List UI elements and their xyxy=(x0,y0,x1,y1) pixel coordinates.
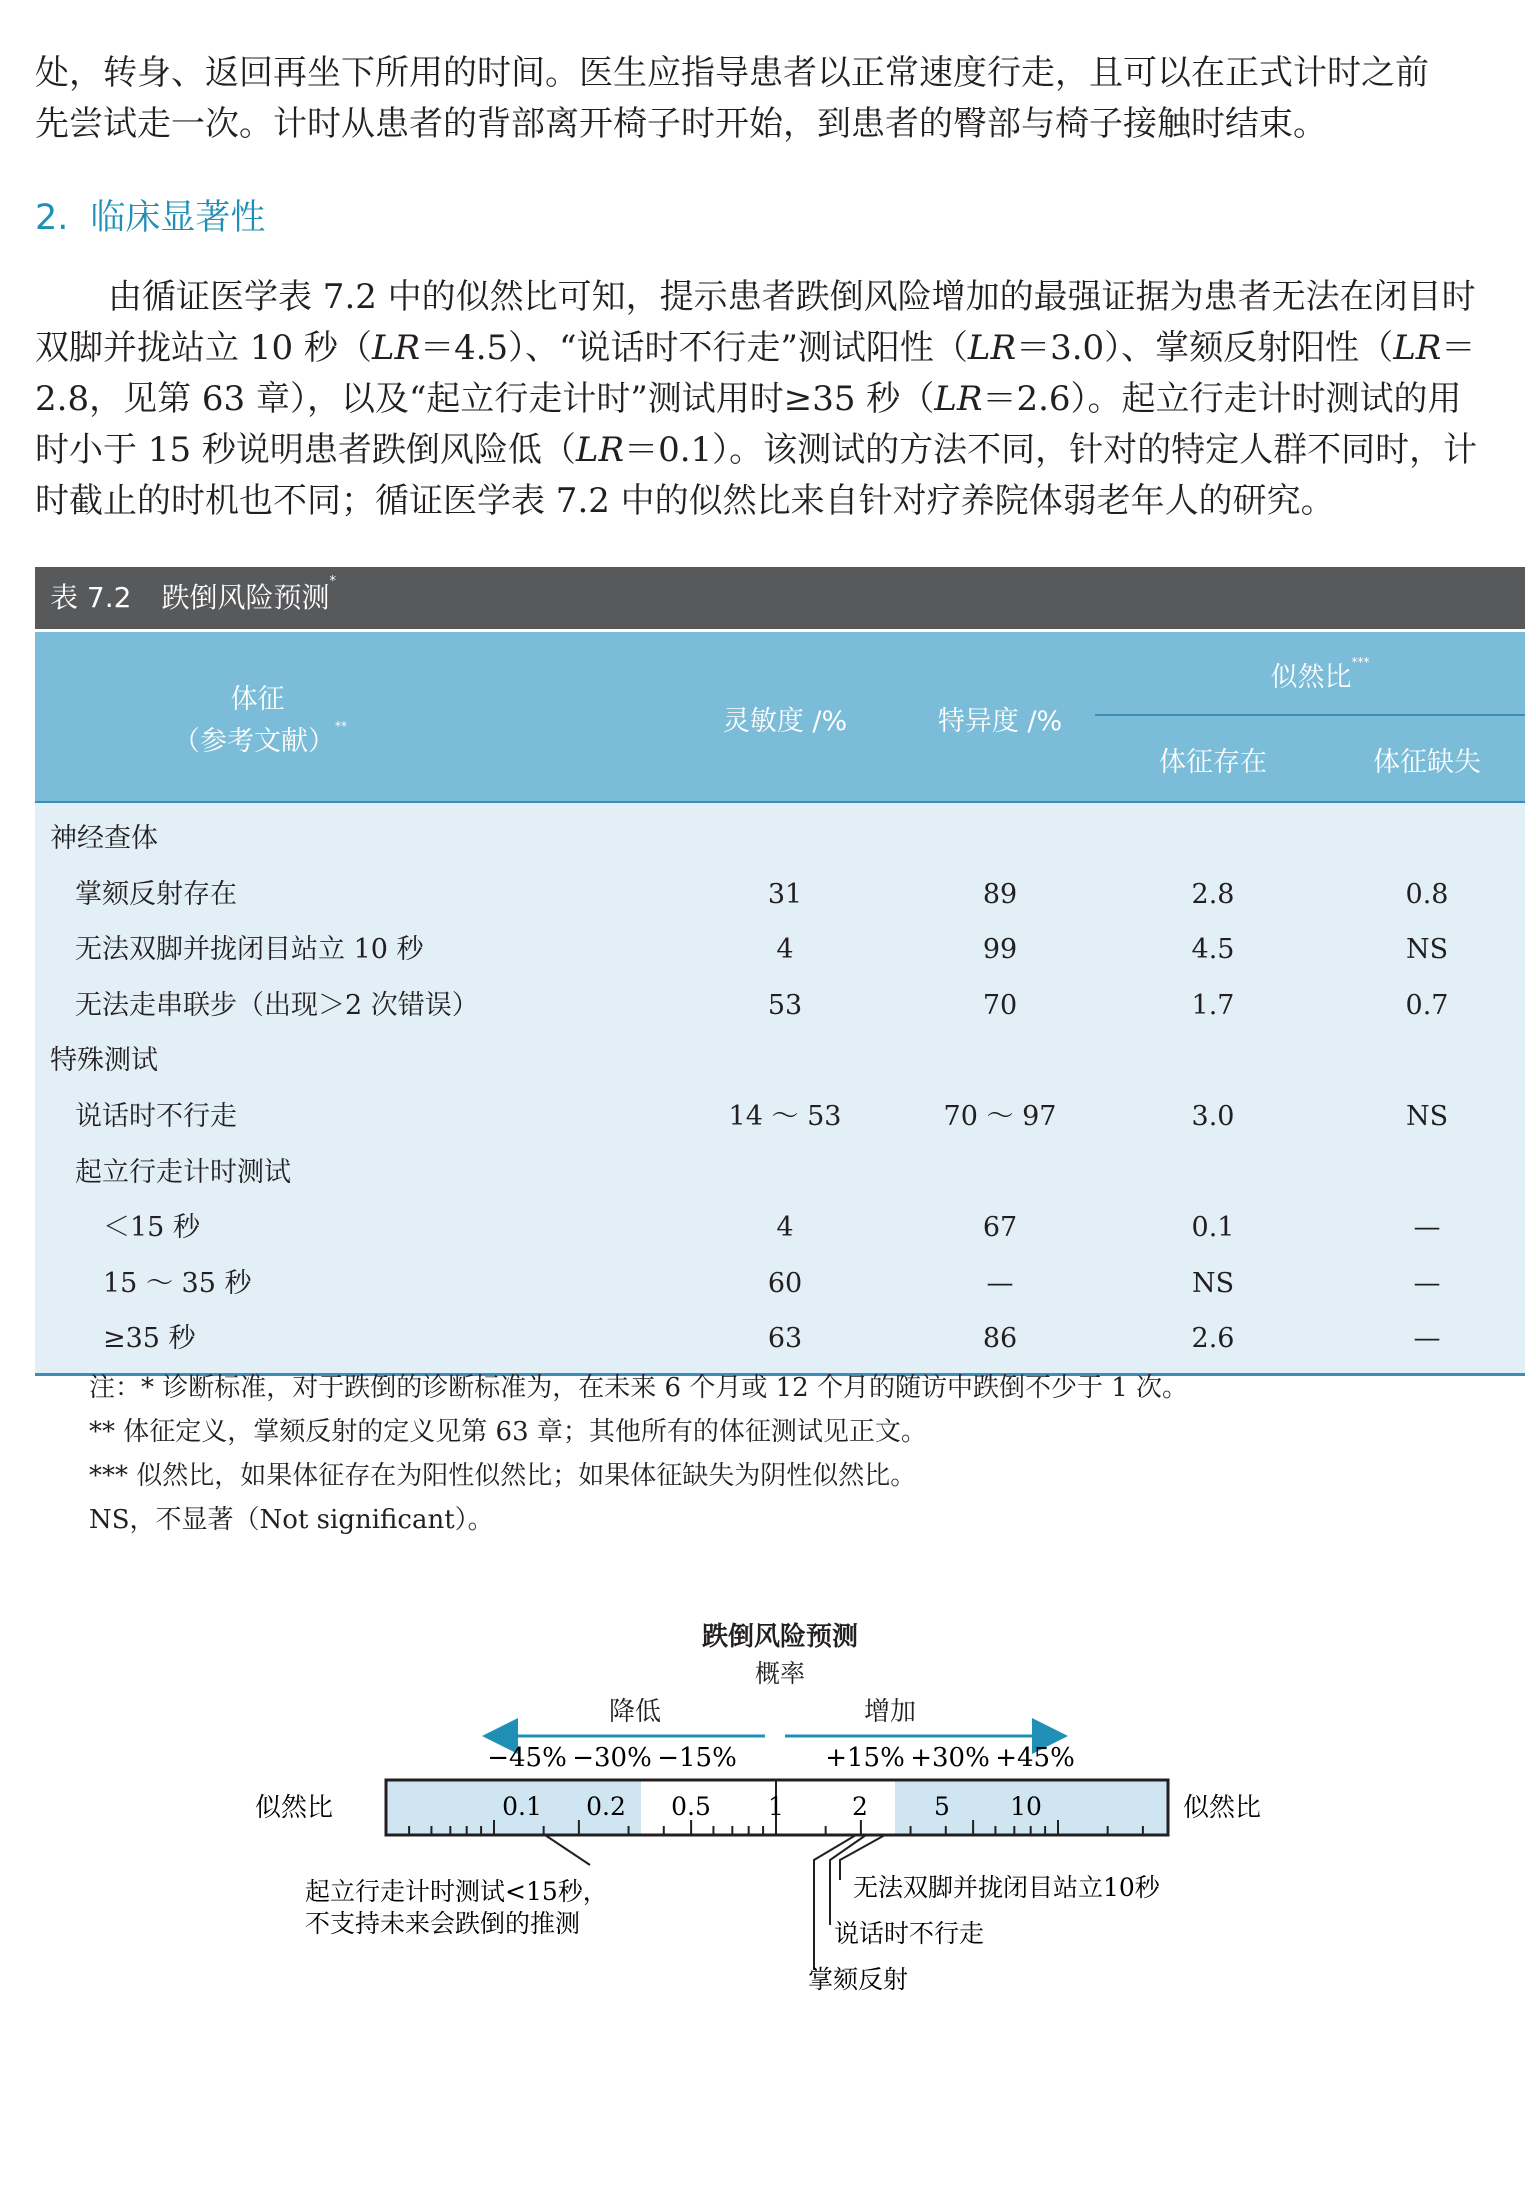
figure-subtitle: 概率 xyxy=(754,1659,806,1688)
cell-lr-present: 3.0 xyxy=(1191,1101,1235,1132)
callout-tug-lt15-2: 不支持未来会跌倒的推测 xyxy=(305,1909,581,1938)
section-title: 临床显著性 xyxy=(90,198,266,238)
table-row xyxy=(35,1256,1525,1312)
cell-sensitivity: 4 xyxy=(776,1212,794,1244)
cell-specificity: 86 xyxy=(982,1323,1018,1355)
note-line: NS，不显著（Not significant）。 xyxy=(89,1505,494,1535)
scale-tick-label: 0.2 xyxy=(586,1792,626,1821)
cell-lr-absent: — xyxy=(1413,1212,1441,1244)
table-row xyxy=(35,1089,1525,1145)
cell-sensitivity: 4 xyxy=(776,934,794,966)
pct-label: −45% xyxy=(487,1743,567,1773)
table-row xyxy=(35,922,1525,978)
section-heading xyxy=(35,193,265,243)
table-title: 跌倒风险预测 xyxy=(161,581,330,614)
table-row xyxy=(35,1145,1525,1201)
lr-scale-diagram xyxy=(0,1590,1536,2010)
likelihood-ratio-figure xyxy=(0,1590,1536,2010)
cell-finding: 起立行走计时测试 xyxy=(75,1156,291,1188)
decrease-label: 降低 xyxy=(608,1697,662,1727)
table-row xyxy=(35,978,1525,1034)
header-likelihood-ratio: 似然比*** xyxy=(1270,655,1370,693)
lr-side-label-right: 似然比 xyxy=(1183,1793,1262,1823)
callout-palmomental: 掌颏反射 xyxy=(808,1965,909,1994)
header-sensitivity: 灵敏度 /% xyxy=(722,706,848,737)
intro-paragraph xyxy=(35,48,1510,150)
cell-finding: 15 ～ 35 秒 xyxy=(103,1267,252,1299)
scale-tick-label: 5 xyxy=(934,1792,950,1821)
table-caption xyxy=(35,567,1525,632)
cell-specificity: — xyxy=(986,1267,1014,1299)
cell-specificity: 70 xyxy=(982,989,1018,1021)
table-row xyxy=(35,867,1525,923)
scale-tick-label: 2 xyxy=(852,1792,868,1821)
cell-specificity: 67 xyxy=(982,1212,1018,1244)
falls-risk-table xyxy=(35,567,1525,1376)
text-line: 处，转身、返回再坐下所用的时间。医生应指导患者以正常速度行走，且可以在正式计时之前 xyxy=(35,53,1429,93)
cell-finding: ＜15 秒 xyxy=(103,1212,200,1244)
callout-stop-walking: 说话时不行走 xyxy=(834,1919,985,1948)
footnote-mark: * xyxy=(329,574,336,589)
cell-lr-absent: — xyxy=(1413,1323,1441,1355)
cell-lr-present: 4.5 xyxy=(1191,934,1235,966)
text-line: 先尝试走一次。计时从患者的背部离开椅子时开始，到患者的臀部与椅子接触时结束。 xyxy=(35,104,1327,144)
header-reference: （参考文献）** xyxy=(173,719,347,757)
cell-lr-absent: 0.7 xyxy=(1405,989,1449,1021)
section-number: 2. xyxy=(35,198,69,238)
pct-label: −15% xyxy=(657,1743,737,1773)
table-row xyxy=(35,1311,1525,1367)
header-present: 体征存在 xyxy=(1159,747,1267,778)
cell-sensitivity: 63 xyxy=(767,1323,803,1355)
text-line: 时小于 15 秒说明患者跌倒风险低（LR＝0.1）。该测试的方法不同，针对的特定人群不同时，计 xyxy=(35,430,1478,470)
scale-tick-label: 10 xyxy=(1010,1792,1042,1821)
text-line: 时截止的时机也不同；循证医学表 7.2 中的似然比来自针对疗养院体弱老年人的研究。 xyxy=(35,481,1335,521)
cell-lr-present: 0.1 xyxy=(1191,1212,1235,1244)
pct-label: −30% xyxy=(572,1743,652,1773)
lr-side-label-left: 似然比 xyxy=(254,1793,333,1823)
text-line: 2.8，见第 63 章），以及“起立行走计时”测试用时≥35 秒（LR＝2.6）。起立行走计时测试的用 xyxy=(35,379,1462,419)
scale-tick-label: 0.5 xyxy=(671,1792,711,1821)
cell-sensitivity: 31 xyxy=(767,878,803,910)
scale-tick-label: 1 xyxy=(768,1792,784,1821)
cell-lr-absent: — xyxy=(1413,1267,1441,1299)
pct-label: +45% xyxy=(995,1743,1075,1773)
cell-sensitivity: 53 xyxy=(767,989,803,1021)
note-line: ** 体征定义，掌颏反射的定义见第 63 章；其他所有的体征测试见正文。 xyxy=(89,1417,927,1447)
table-group-row xyxy=(35,811,1525,867)
table-body xyxy=(35,801,1525,1376)
cell-lr-absent: 0.8 xyxy=(1405,878,1449,910)
text-line: 由循证医学表 7.2 中的似然比可知，提示患者跌倒风险增加的最强证据为患者无法在闭目时 xyxy=(108,277,1476,317)
note-line: *** 似然比，如果体征存在为阳性似然比；如果体征缺失为阴性似然比。 xyxy=(89,1461,917,1491)
pct-label: +15% xyxy=(825,1743,905,1773)
callout-stand-eyes-closed: 无法双脚并拢闭目站立10秒 xyxy=(853,1873,1160,1902)
table-row xyxy=(35,1200,1525,1256)
figure-title: 跌倒风险预测 xyxy=(701,1622,859,1652)
cell-finding: 掌颏反射存在 xyxy=(75,878,237,910)
cell-finding: 无法双脚并拢闭目站立 10 秒 xyxy=(75,934,424,966)
header-divider xyxy=(1095,714,1525,716)
table-group-row xyxy=(35,1033,1525,1089)
header-absent: 体征缺失 xyxy=(1373,747,1481,778)
callout-line xyxy=(545,1835,590,1865)
header-specificity: 特异度 /% xyxy=(937,706,1063,737)
cell-lr-present: 2.6 xyxy=(1191,1323,1235,1355)
cell-finding: 神经查体 xyxy=(50,823,158,854)
table-number: 表 7.2 xyxy=(50,581,132,614)
clinical-significance-paragraph xyxy=(35,272,1510,527)
callout-tug-lt15: 起立行走计时测试<15秒， xyxy=(305,1877,608,1906)
cell-lr-present: 1.7 xyxy=(1191,989,1235,1021)
cell-specificity: 99 xyxy=(982,934,1018,966)
text-line: 双脚并拢站立 10 秒（LR＝4.5）、“说话时不行走”测试阳性（LR＝3.0）、掌颏反射阳性（LR＝ xyxy=(35,328,1476,368)
cell-lr-absent: NS xyxy=(1405,1101,1449,1132)
cell-specificity: 89 xyxy=(982,878,1018,910)
increase-label: 增加 xyxy=(863,1697,917,1727)
header-finding: 体征 xyxy=(230,684,285,715)
note-line: 注：* 诊断标准，对于跌倒的诊断标准为，在未来 6 个月或 12 个月的随访中跌倒不少于 1 次。 xyxy=(89,1373,1189,1403)
pct-label: +30% xyxy=(910,1743,990,1773)
table-header xyxy=(35,632,1525,801)
cell-specificity: 70 ～ 97 xyxy=(943,1101,1057,1132)
cell-finding: 无法走串联步（出现＞2 次错误） xyxy=(75,989,479,1021)
cell-lr-absent: NS xyxy=(1405,934,1449,966)
cell-finding: 说话时不行走 xyxy=(75,1101,237,1132)
cell-lr-present: NS xyxy=(1191,1267,1235,1299)
cell-finding: ≥35 秒 xyxy=(103,1323,196,1355)
cell-finding: 特殊测试 xyxy=(50,1045,158,1077)
cell-sensitivity: 60 xyxy=(767,1267,803,1299)
scale-tick-label: 0.1 xyxy=(502,1792,542,1821)
cell-sensitivity: 14 ～ 53 xyxy=(728,1101,842,1132)
table-notes xyxy=(89,1366,1489,1542)
cell-lr-present: 2.8 xyxy=(1191,878,1235,910)
